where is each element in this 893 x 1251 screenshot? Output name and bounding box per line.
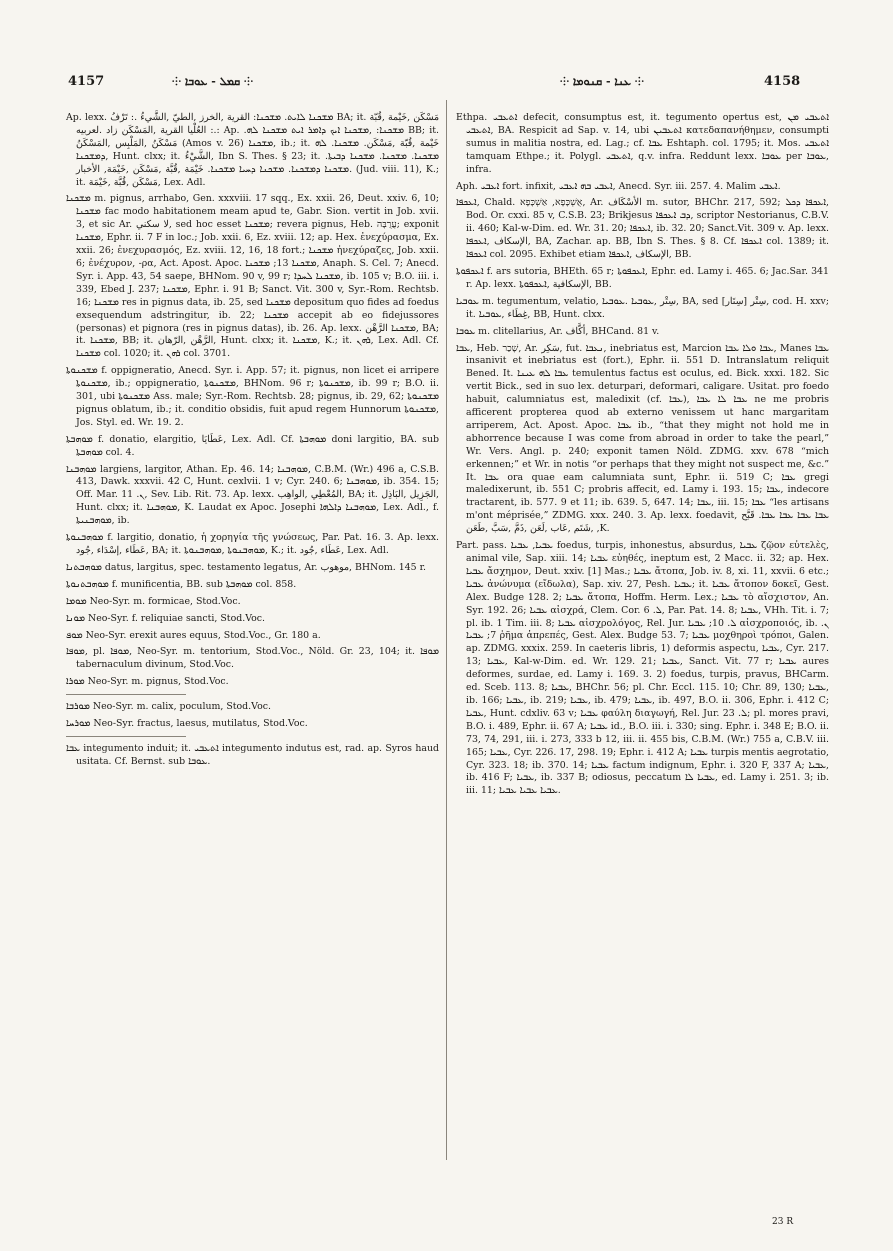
entry: ܡܫܟܢܘܬܐ f. oppigneratio, Anecd. Syr. i. App. 57; it. pignus, non licet ei arripere ܡܫܟܢܘܬܐ, ib.; oppigneratio, ܡܫܟܢܘܬܐ, BHNom. 96 r; ܡܫܟܢܘܬܐ, ib. 99 r; B.O. ii. 301, ubi ܡܫܟܢܘܬܐ Ass. male; Syr.-Rom. Rechtsb. 28; pignus, ib. 29, 62; ܡܫܟܢܘܬܐ pignus oblatum, ib.; it. conditio obsidis, fuit apud regem Hunnorum ܡܫܟܢܘܬܐ, Jos. Styl. ed. Wr. 19. 2. — [66, 365, 439, 428]
entry: ܡܘܦ Neo-Syr. erexit aures equus, Stod.Voc., Gr. 180 a. — [66, 629, 321, 641]
entry: ܡܘܗܒܬܐ f. donatio, elargitio, عَطَايَا, Lex. Adl. Cf. ܡܘܗܒܬܐ doni largitio, BA. sub ܡܘܗܒܬܐ col. 4. — [66, 433, 439, 458]
entry: ܡܘܪܒܐ Neo-Syr. m. calix, poculum, Stod.Voc. — [66, 701, 271, 713]
entry: Ethpa. ܐܬܥܒܝ defecit, consumptus est, it. tegumento opertus est, ܐܬܥܒܝ ܡܢ ܐܬܥܒܝ, BA. Respicit ad Sap. v. 14, ubi ܐܬܥܒܝܢ κατεδαπανήθημεν, consumpti sumus in malitia nostra, ed. Lag.; cf. ܥܒܐ Eshtaph. col. 1795; it. Mos. ܐܬܥܒܝ tamquam Ethpe.; it. Polygl. ܐܬܥܒܝ, q.v. infra. Reddunt lexx. ܥܘܒܐ per ܥܘܒܐ, infra. — [456, 112, 830, 175]
entry: ܥܘܒܝܐ m. tegumentum, velatio, سِتْر ,ܥܘܒܝܐ .ܥܘܒܝܐ, BA, sed سِتْر [سِتَار], cod. H. xxv; it. غِطَاء ,ܥܘܒܝܐ, BB, Hunt. clxx. — [456, 295, 829, 320]
column-divider — [446, 100, 447, 1160]
entry: ܡܘܪܚܐ Neo-Syr. fractus, laesus, mutilatus, Stod.Voc. — [66, 718, 308, 730]
entry: ܡܘܗܒܬܢܘܬܐ f. munificentia, BB. sub ܡܘܗܒܬܐ col. 858. — [66, 578, 297, 590]
right-column — [456, 112, 829, 802]
entry: ܡܫܟܢܐ m. pignus, arrhabo, Gen. xxxviii. 17 sqq., Ex. xxii. 26, Deut. xxiv. 6, 10; ܡܫܟܢܐ fac modo habitationem meam apud te, Gabr. Sion. vertit in Job. xvii. 3, et sic Ar. لا سكني, sed hoc esset ܡܫܟܢܐ; revera pignus, Heb. עֲרֻבָּה; exponit ܡܫܟܢܐ, Ephr. ii. 7 F in loc.; Job. xxii. 6, Ez. xviii. 12; ap. Hex. ἐνεχύρασμα, Ex. xxii. 26; ἐνεχυρασμός, Ez. xviii. 12, 16, 18 fort.; ܡܫܟܢܐ ἠνεχύραζες, Job. xxii. 6; ἐνέχυρον, -ρα, Act. Apost. Apoc. ܡܫܟܢܐ 13; ܡܫܟܢܐ, Anaph. S. Cel. 7; Anecd. Syr. i. App. 43, 54 saepe, BHNom. 90 v, 99 r; ܡܫܟܢܐ ܠܚܕܐ, ib. 105 v; B.O. iii. i. 339, Ebed J. 237; ܡܫܟܢܐ, Ephr. i. 91 B; Sanct. Vit. 300 v, Syr.-Rom. Rechtsb. 16; ܡܫܟܢܐ res in pignus data, ib. 25, sed ܡܫܟܢܐ depositum quo fides ad foedus exsequendum adstringitur, ib. 22; ܡܫܟܢܐ accepit ab eo fidejussores (personas) et pignora (res in pignus datas), ib. 26. Ap. lexx. ܡܫܟܢܐ الرَّهْن, BA; it. ܡܫܟܢܐ, BB; it. الرَّهْن ,الرّهان, Hunt. clxx; it. ܡܫܟܢܐ, K.; it. ܪܗܢ, Lex. Adl. Cf. ܡܫܟܢܐ col. 1020; it. ܪܗܢ col. 3701. — [66, 193, 440, 360]
left-column — [66, 112, 439, 773]
entry: ܡܘܗܒܬܢܐ datus, largitus, spec. testamento legatus, Ar. موهوب, BHNom. 145 r. — [66, 561, 427, 573]
entry: ܥܒܐ, Heb. שָׁכַר, Ar. سَكِر, fut. ܢܥܒܐ, inebriatus est, Marcion ܥܒܐ ܘܠܐ ܥܒܐ, Manes ܥܒܐ insanivit et inebriatus est (fort.), Ephr. ii. 551 D. Intranslatum reliquit Bened. It. ܥܒܐ ܠܗ ܥܝܢܐ temulentus factus est oculus, ed. Bick. xxxi. 182. Sic vertit Bick., sed in suo lex. deturpari, deformari, caligare. Usitat. pro foedo habuit, calumniatus est, maledixit (cf. ܥܒܐ), ܥܒܐ ܠܐ ܥܒܐ ne me probris afficerent propterea quod ab externo venissem ut hanc margaritam arriperem, Act. Apost. Apoc. ܥܒܐ ib., “that they might not hold me in abhorrence because I was come from abroad in order to take the pearl,” Wr. Vers. Angl. p. 240; exponit tamen Nöld. ZDMG. xxv. 678 “mich erkennen;” et Wr. in notis “or perhaps that they might not suspect me, &c.” It. ܥܒܐ ora quae eam calumniata sunt, Ephr. ii. 519 C; ܥܒܐ gregi maledixerunt, ib. 551 C; probris affecit, ed. Lamy i. 193. 15; ܥܒܐ, indecore tractarent, ib. 577. 9 et 11; ib. 639. 5, 647. 14; ܥܒܐ, iii. 15; ܥܒܐ “les artisans m'ont méprisée,” ZDMG. xxx. 240. 3. Ap. lexx. foedavit, ܥܒܐ ܥܒܐ ܥܒܐ ܥܒܐ. قَبَّح ,شَتَم ,عَاب ,لَعَن ,ذَمَّ ,سَبَّ ,طَعَن ,K. — [456, 342, 830, 535]
entry: ܡܘܦܐ, pl. ܡܘܦܐ, Neo-Syr. m. tentorium, Stod.Voc., Nöld. Gr. 23, 104; it. ܡܘܦܐ tabernaculum divinum, Stod.Voc. — [66, 646, 439, 671]
entry: ܐܥܟܦܘܬܐ f. ars sutoria, BHEth. 65 r; ܐܥܟܦܘܬܐ, Ephr. ed. Lamy i. 465. 6; Jac.Sar. 341 r. Ap. lexx. الإسكافية ,ܐܥܟܦܘܬܐ, BB. — [456, 265, 829, 290]
entry: Ap. lexx. ܡܫܟܢܐ ܠܐܝܬ. ܡܫܟܢܐ: القرية ,الخرز ,الطيّ ,الشَّيءُ .: تَرْفُ BA; it. مَسْكَن ,خَيْمة ,قُبّة .: العُلْيا القرية ,المَسْكَن زاد .لعربيه: Ap. .ܡܫܟܢܐ: ,ܡܫܟܢܐ ܐܝܟ ܕܐܡܪ ܐܝܬ ܡܫܟܢܐ ܠܗ BB; it. مَسْكَنُ ,المَلْبِس ,المَسْكَنُ (Amos v. 26) ܡܫܟܢܐ, ib.; it. خَيْمة ,قُبّة ,مَسْكَن. ܡܫܟܢܐ. ܠܗ ܕܡܫܟܢܐ, Hunt. clxx; it. الشَّيْءُ, Ibn S. Thes. § 23; it. ܡܫܟܢܐ. ܡܫܟܢܐ. ܡܫܟܢܐ ܕܒܝܬܐ. ܡܫܟܢܐ ܕܡܫܟܢܐ. ܡܫܟܢܐ ܕܚܝܐ ܡܫܟܢܐ. خَيْمَة ,قُبَّة ,مَسْكَن ,خَيْمَة, الأخبار. (Jud. viii. 11), K.; it. مَسْكَن ,قُبَّة ,خَيْمَة, Lex. Adl. — [66, 112, 439, 188]
entry: ܡܘܗܒܢܐ largiens, largitor, Athan. Ep. 46. 14; ܡܘܗܒܢܐ, C.B.M. (Wr.) 496 a, C.S.B. 413, Dawk. xxxvii. 42 C, Hunt. cexlvii. 1 v; Cyr. 240. 6; ܡܘܗܒܢܐ, ib. 354. 15; Off. Mar. ܢ. 11, Sev. Lib. Rit. 73. Ap. lexx. المُعْطِي ,الواهِب, BA; it. الجَزِيل ,البَاذِل, Hunt. clxx; it. ܡܘܗܒܢܐ, K. Laudat ex Apoc. Josephi ܡܘܗܒܢܐ ܕܐܠܗܐ, Lex. Adl., f. ܡܘܗܒܢܝܬܐ, ib. — [66, 463, 440, 527]
entry: ܡܘܗܒܢܘܬܐ f. largitio, donatio, ἡ χορηγία τῆς γνώσεως, Par. Pat. 16. 3. Ap. lexx. عَطَاء ,إسْدَاء ,جُود, BA; it. ܡܘܗܒܢܘܬܐ ,ܡܘܗܒܢܘܬܐ, K.; it. عَطَاء ,جُود, Lex. Adl. — [66, 532, 439, 556]
left-page-number: 4157 — [68, 74, 105, 89]
entry: ܡܘܡܐ Neo-Syr. m. formicae, Stod.Voc. — [66, 595, 241, 607]
right-page-number: 4158 — [764, 74, 801, 89]
section-divider — [66, 736, 186, 737]
entry: ܡܘܪܐ Neo-Syr. m. pignus, Stod.Voc. — [66, 676, 229, 688]
entry: Part. pass. ܥܒܝܐ, ܥܒܝܐ foedus, turpis, inhonestus, absurdus, ܥܒܝܐ ζῷον εὐτελὲς, animal vile, Sap. xiii. 14; ܥܒܝܐ εὐηθές, ineptum est, 2 Macc. ii. 32; ap. Hex. ܥܒܝܐ ἄσχημον, Deut. xxiv. [1] Mas.; ܥܒܝܐ ἄτοπα, Job. iv. 8, xi. 11, xxvii. 6 etc.; ܥܒܝܐ ἀνώνυμα (εἴδωλα), Sap. xiv. 27, Pesh. ܥܒܝܐ; it. ܥܒܝܐ ἄτοπον δοκεῖ, Gest. Alex. Budge 128. 2; ܥܒܝܐ ἄτοπα, Hoffm. Herm. Lex.; ܥܒܝܐ τὸ αἴσχιστον, An. Syr. 192. 26; ܥܒܝܐ αἰσχρά, Clem. Cor. ܠ. 6, Par. Pat. 14. 8; ܥܒܝܐ, VHh. Tit. i. 7; pl. ib. 1 Tim. iii. 8; ܥܒܝܐ αἰσχρολόγος, Rel. Jur. ܠ. 10; ܥܒܝܐ αἰσχροποιός, ib. ܢ. 7; ܥܒܝܐ ῥῆμα ἀπρεπές, Gest. Alex. Budge 53. 7; ܥܒܝܐ μοχθηροὶ τρόποι, Galen. ap. ZDMG. xxxix. 259. In caeteris libris, 1) deformis aspectu, ܥܒܝܐ, Cyr. 217. 13; ܥܒܝܐ, Kal-w-Dim. ed. Wr. 129. 21; ܥܒܝܐ, Sanct. Vit. 77 r; ܥܒܝܐ aures deformes, surdae, ed. Lamy i. 169. 3. 2) foedus, turpis, pravus, BHCarm. ed. Sceb. 113. 8; ܥܒܝܐ, BHChr. 56; pl. Chr. Eccl. 115. 10; Chr. 89, 130; ܥܒܝܐ, ib. 166; ܥܒܝܐ, ib. 219; ܥܒܝܐ, ib. 479; ܥܒܝܐ, ib. 497, B.O. ii. 306, Ephr. i. 412 C; ܥܒܝܐ, Hunt. cdxliv. 63 v; ܥܒܝܐ φαύλη διαγωγή, Rel. Jur. ܠ. 23; pl. mores pravi, B.O. i. 489, Ephr. ii. 67 A; ܥܒܝܐ id., B.O. iii. i. 330; sing. Ephr. i. 348 E; B.O. ii. 73, 74, 291, iii. i. 273, 333 b 12, iii. ii. 455 bis, C.B.M. (Wr.) 755 a, C.B.V. iii. 165; ܥܒܝܐ, Cyr. 226. 17, 298. 19; Ephr. i. 412 A; ܥܒܝܐ turpis mentis aegrotatio, Cyr. 323. 18; ib. 370. 14; ܥܒܝܐ factum indignum, Ephr. i. 320 F, 337 A; ܥܒܝܐ, ib. 416 F; ܥܒܝܐ, ib. 337 B; odiosus, peccatum ܥܒܝܐ ܠܐ, ed. Lamy i. 251. 3; ib. iii. 11; ܥܒܝܐ ܥܒܝܐ ܥܒܝܐ. — [456, 540, 830, 797]
entry: ܥܒܐ integumento induit; it. ܐܬܥܒܝ integumento indutus est, rad. ap. Syros haud usitata. Cf. Bernst. sub ܥܘܒܐ. — [66, 742, 439, 767]
entry: Aph. ܐܥܒܝ fort. infixit, ܐܥܒܝ ܒܗ ܐܥܒܝ, Anecd. Syr. iii. 257. 4. Malim ܐܥܒܝ. — [456, 180, 781, 192]
entry: ܥܘܒܐ m. clitellarius, Ar. أكَّاف, BHCand. 81 v. — [456, 325, 660, 337]
left-running-head: ⸭ ܩܡܠ - ܥܘܒܐ ⸭ — [172, 75, 253, 88]
entry: ܐܥܟܦܐ, Chald. אֻשְׁכָּפָא, אַשְׁכָּפָא, Ar. الأسْكَاف m. sutor, BHChr. 217, 592; ܐܥܟܦܐ ܕܟܠ, Bod. Or. cxxi. 85 v, C.S.B. 23; Brikjesus ܕܒ ܐܥܟܦܐ, scriptor Nestorianus, C.B.V. ii. 460; Kal-w-Dim. ed. Wr. 31. 20; ܐܥܟܦܐ, ib. 32. 20; Sanct.Vit. 309 v. Ap. lexx. الإسكاف ,ܐܥܟܦܐ, BA, Zachar. ap. BB, Ibn S. Thes. § 8. Cf. ܐܥܟܦܐ col. 1389; it. ܐܥܟܦܐ col. 2095. Exhibet etiam الإسكاف ,ܐܥܟܦܐ, BB. — [456, 197, 830, 261]
entry: ܡܘܢܐ Neo-Syr. f. reliquiae sancti, Stod.Voc. — [66, 612, 265, 624]
right-running-head: ⸭ ܥܢܐ - ܩܢܘܡܐ ⸭ — [560, 75, 644, 88]
signature-mark: 23 R — [772, 1217, 794, 1227]
section-divider — [66, 694, 186, 695]
